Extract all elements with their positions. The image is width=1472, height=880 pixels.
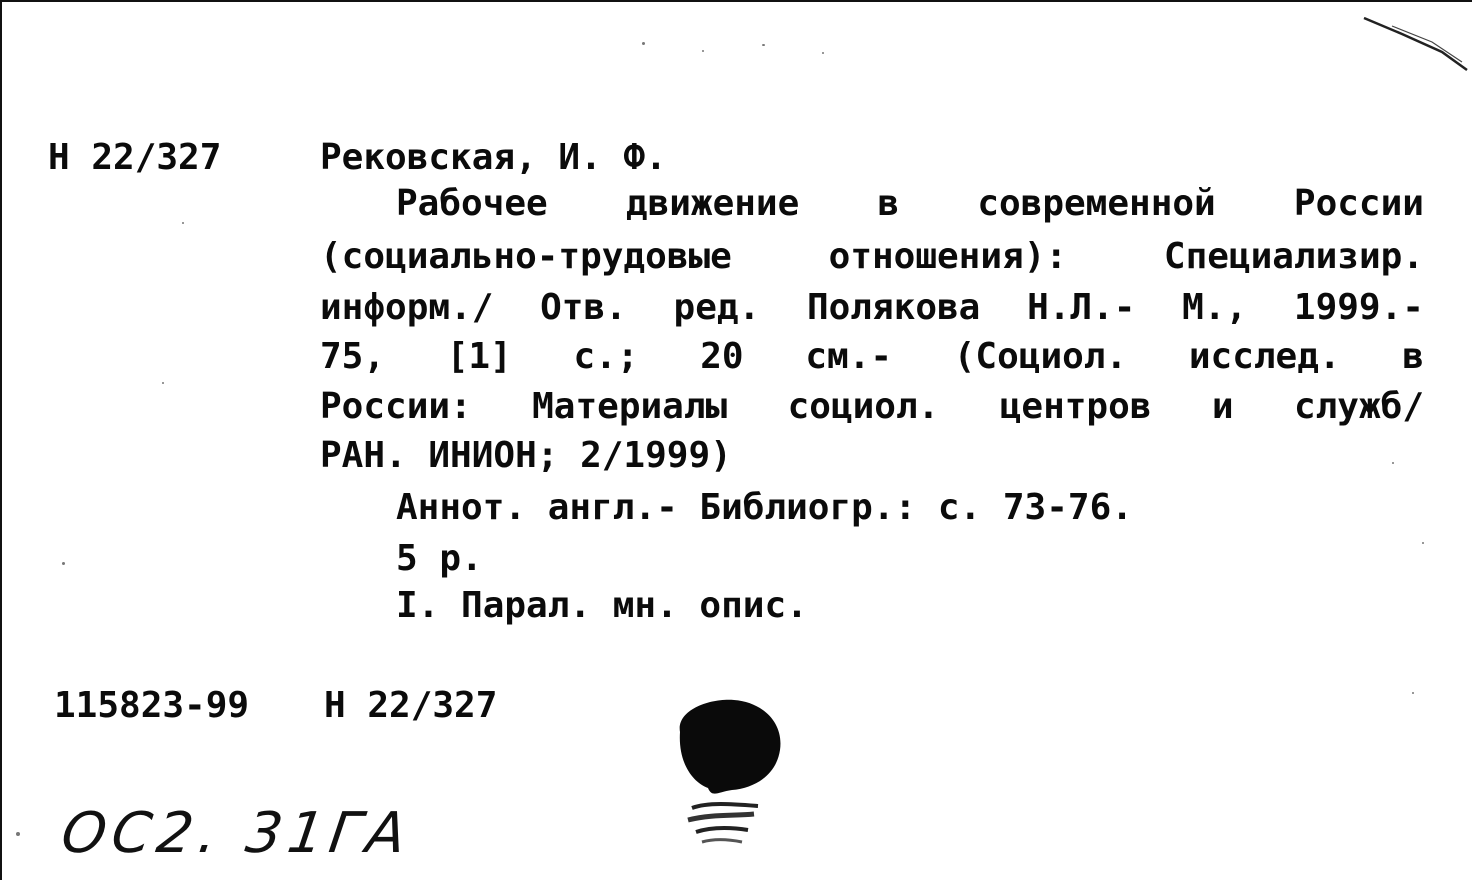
word: М., (1182, 287, 1248, 328)
word: и (1211, 386, 1234, 427)
word: исслед. (1188, 336, 1341, 377)
word: в (1402, 336, 1424, 377)
word: современной (977, 183, 1216, 224)
accession-number: 115823-99 (54, 685, 250, 726)
word: движение (625, 183, 800, 224)
word: социол. (787, 386, 940, 427)
word: Полякова (806, 287, 981, 328)
word: Рабочее (396, 183, 548, 224)
shelf-mark-bottom: Н 22/327 (324, 685, 498, 726)
word: Материалы (532, 386, 728, 427)
word: 75, (320, 336, 386, 377)
word: отношения): (828, 236, 1068, 277)
word: России (1293, 183, 1424, 224)
word: ред. (673, 287, 761, 328)
tracing-line: I. Парал. мн. опис. (396, 585, 808, 626)
word: в (877, 183, 900, 224)
author-heading: Рековская, И. Ф. (320, 137, 667, 178)
word: 1999.- (1293, 287, 1424, 328)
price-line: 5 р. (396, 538, 483, 579)
word: см.- (805, 336, 893, 377)
handwritten-code: ОС2. 31ГА (57, 801, 416, 866)
description-line-1 (396, 182, 1424, 226)
word: информ./ (320, 287, 494, 328)
word: с.; (573, 336, 639, 377)
notes-line: Аннот. англ.- Библиогр.: с. 73-76. (396, 487, 1133, 528)
word: центров (999, 386, 1152, 427)
description-line-2 (320, 235, 1424, 279)
word: 20 (700, 336, 744, 377)
description-line-3 (320, 286, 1424, 330)
word: [1] (446, 336, 512, 377)
description-line-5 (320, 385, 1424, 429)
shelf-mark: Н 22/327 (48, 137, 222, 178)
corner-pencil-mark (1362, 12, 1472, 82)
word: (социально-трудовые (320, 236, 732, 277)
description-last-line: РАН. ИНИОН; 2/1999) (320, 435, 732, 476)
word: Специализир. (1163, 236, 1424, 277)
punch-hole-mark (662, 692, 792, 862)
word: Отв. (540, 287, 627, 328)
word: служб/ (1293, 386, 1424, 427)
word: (Социол. (953, 336, 1128, 377)
word: России: (320, 386, 472, 427)
word: Н.Л.- (1027, 287, 1136, 328)
description-line-4 (320, 335, 1424, 379)
